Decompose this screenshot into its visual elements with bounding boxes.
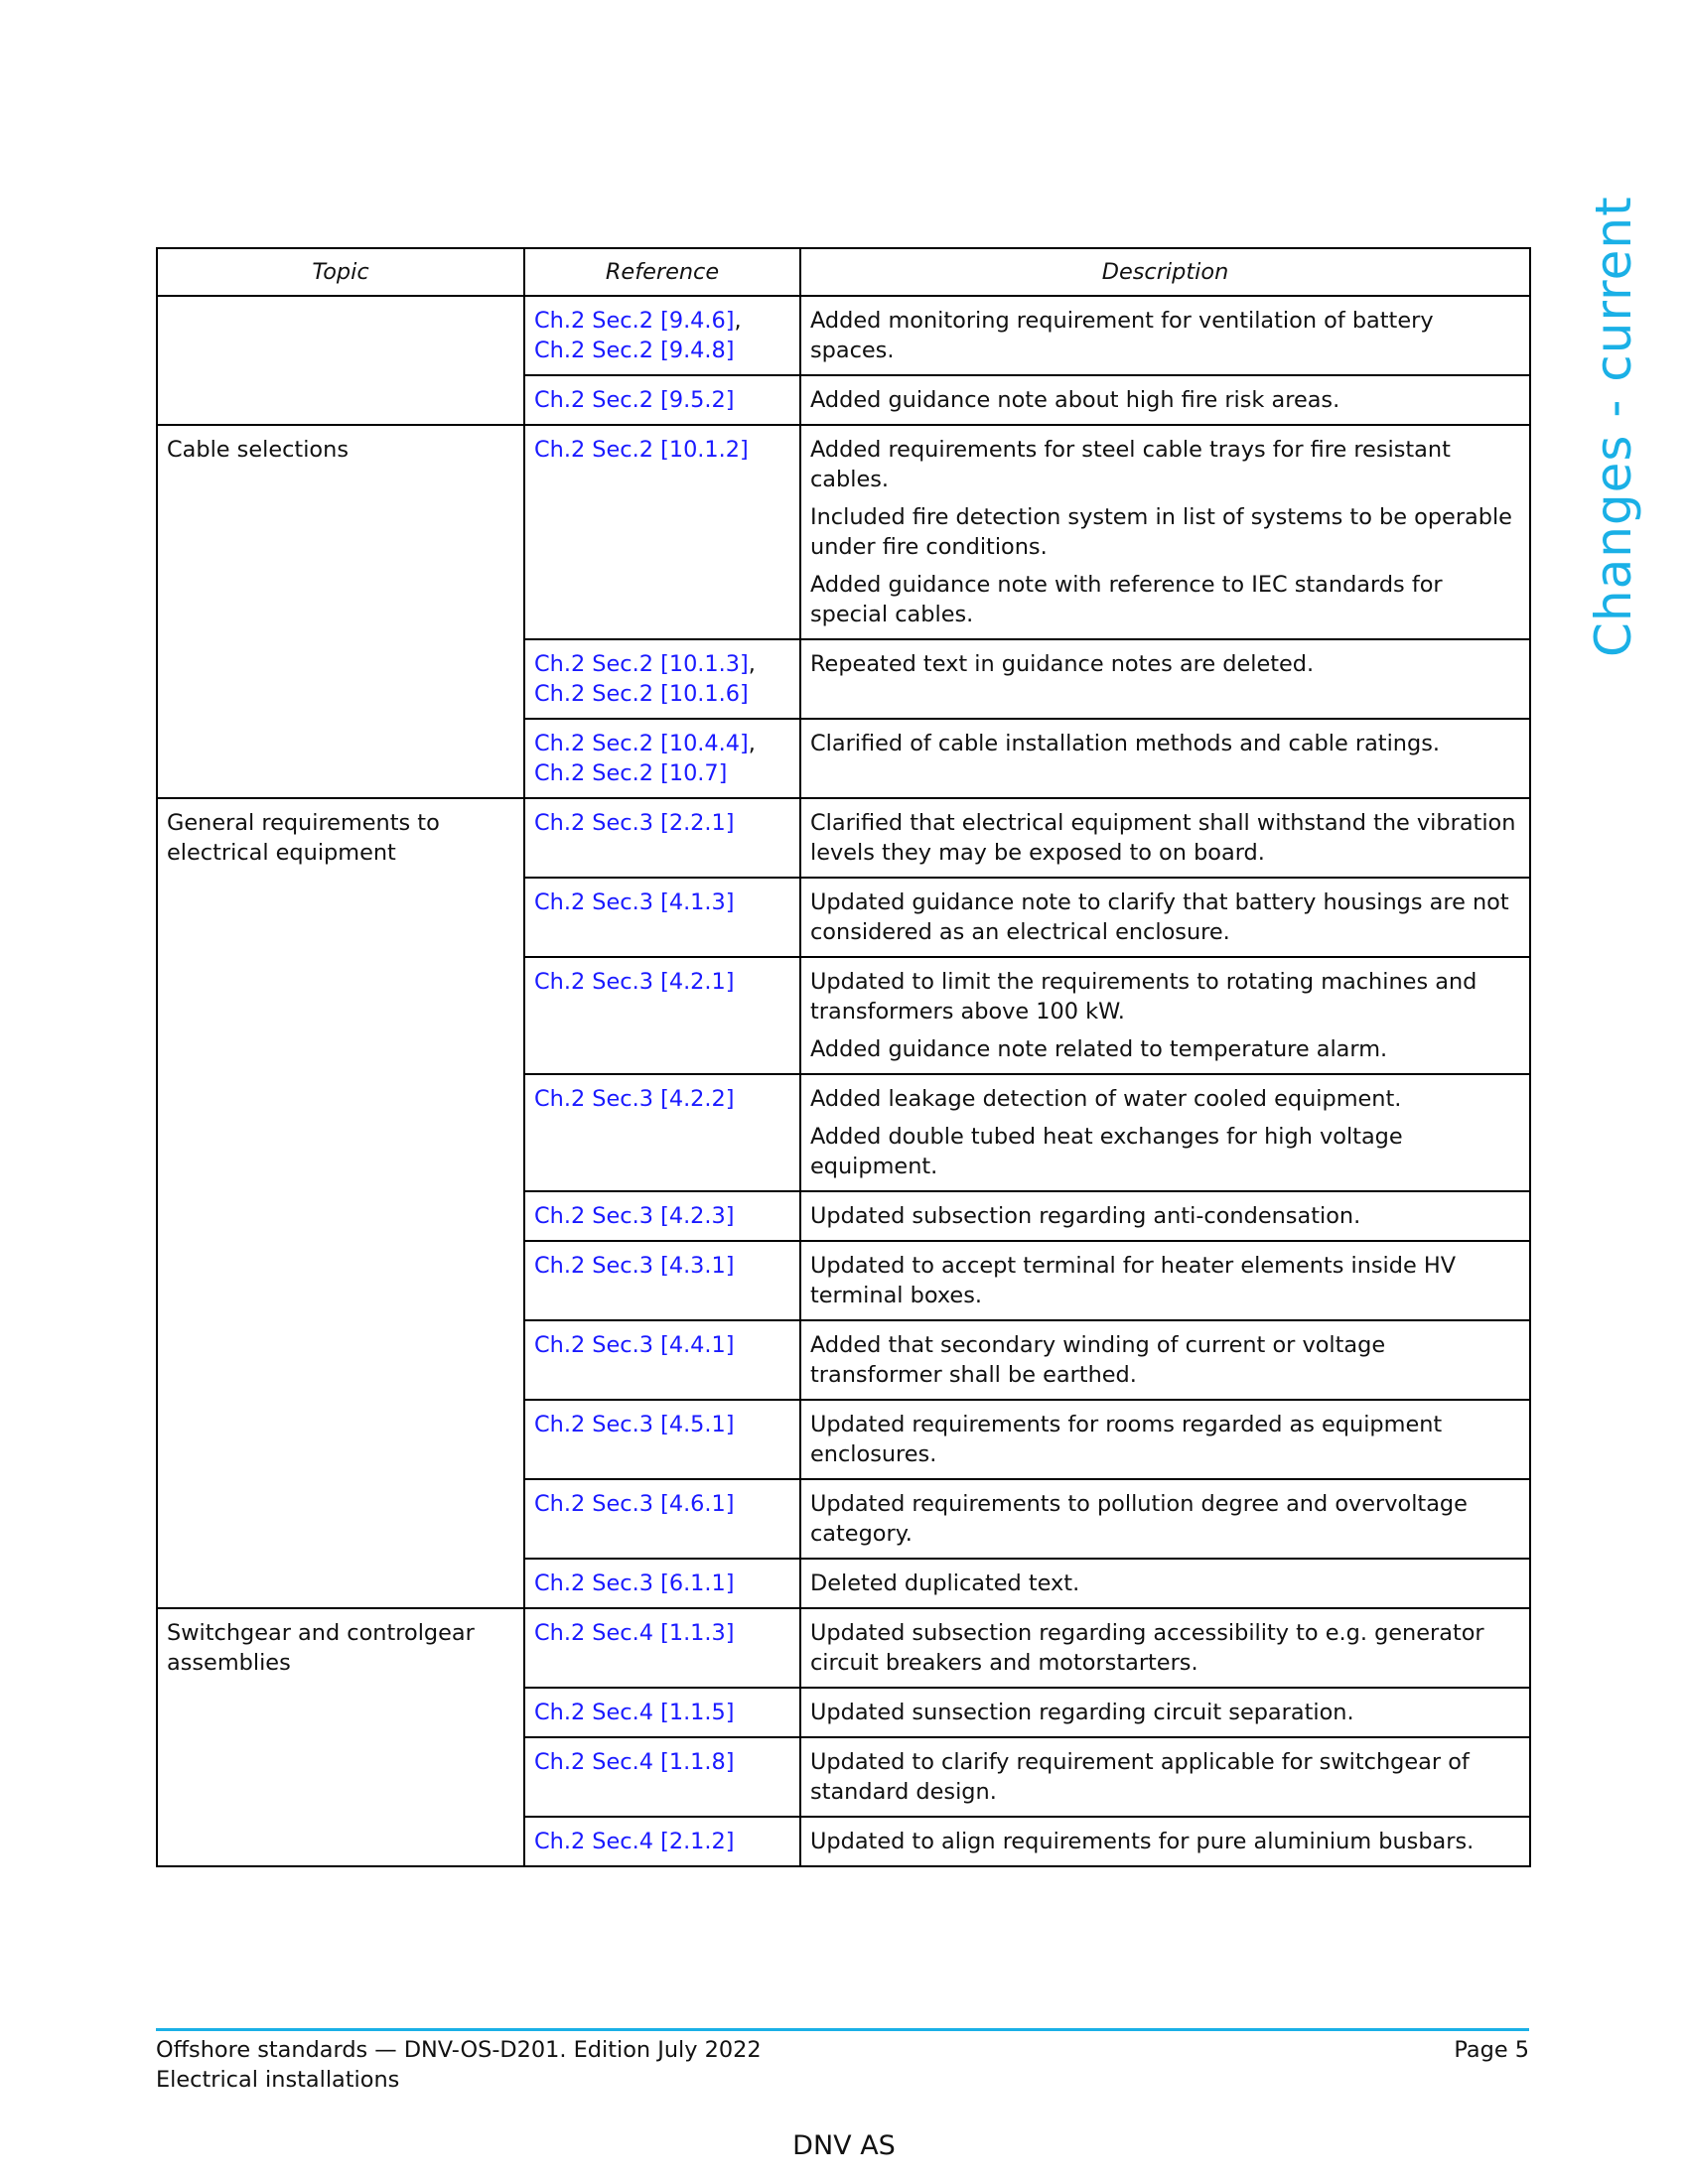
description-cell (800, 296, 1530, 375)
reference-link[interactable]: Ch.2 Sec.4 [1.1.8] (534, 1749, 735, 1775)
description-cell (800, 1817, 1530, 1866)
description-text: Deleted duplicated text. (810, 1570, 1080, 1596)
description-text: Updated guidance note to clarify that battery housings are not considered as an electrical enclosure. (810, 889, 1509, 945)
reference-cell (524, 1559, 800, 1608)
reference-link[interactable]: Ch.2 Sec.3 [2.2.1] (534, 810, 735, 836)
description-text: Added guidance note about high fire risk areas. (810, 387, 1340, 413)
reference-cell (524, 425, 800, 639)
table-header-row (157, 248, 1530, 296)
reference-cell: Ch.2 Sec.2 [10.4.4], Ch.2 Sec.2 [10.7] (524, 719, 800, 798)
reference-link[interactable]: Ch.2 Sec.3 [4.3.1] (534, 1253, 735, 1279)
topic-cell (157, 296, 524, 425)
description-text: Added requirements for steel cable trays for fire resistant cables. (810, 437, 1451, 492)
reference-cell (524, 1688, 800, 1737)
description-text: Clarified that electrical equipment shall withstand the vibration levels they may be exposed to on board. (810, 810, 1516, 866)
reference-link[interactable]: Ch.2 Sec.3 [4.2.1] (534, 969, 735, 995)
description-text: Updated sunsection regarding circuit separation. (810, 1700, 1354, 1725)
reference-link[interactable]: Ch.2 Sec.3 [4.1.3] (534, 889, 735, 915)
reference-cell (524, 1608, 800, 1688)
description-text: Added guidance note with reference to IEC standards for special cables. (810, 572, 1443, 627)
description-cell (800, 957, 1530, 1074)
description-cell (800, 425, 1530, 639)
reference-cell (524, 1479, 800, 1559)
description-text: Updated subsection regarding accessibility to e.g. generator circuit breakers and motorstarters. (810, 1620, 1484, 1676)
reference-cell (524, 878, 800, 957)
reference-cell (524, 1737, 800, 1817)
description-cell (800, 798, 1530, 878)
description-cell (800, 719, 1530, 798)
description-text: Added that secondary winding of current or voltage transformer shall be earthed. (810, 1332, 1386, 1388)
reference-cell (524, 1241, 800, 1320)
description-text: Updated to clarify requirement applicable for switchgear of standard design. (810, 1749, 1470, 1805)
header-description: Description (800, 248, 1530, 296)
reference-link[interactable]: Ch.2 Sec.3 [6.1.1] (534, 1570, 735, 1596)
reference-link[interactable]: Ch.2 Sec.2 [10.4.4] (534, 731, 749, 756)
reference-cell (524, 798, 800, 878)
description-text: Added double tubed heat exchanges for high voltage equipment. (810, 1124, 1403, 1179)
description-cell (800, 1688, 1530, 1737)
topic-cell: Cable selections (157, 425, 524, 798)
description-text: Clarified of cable installation methods and cable ratings. (810, 731, 1440, 756)
description-text: Updated to limit the requirements to rotating machines and transformers above 100 kW. (810, 969, 1477, 1024)
reference-link[interactable]: Ch.2 Sec.4 [1.1.5] (534, 1700, 735, 1725)
description-text: Updated to accept terminal for heater elements inside HV terminal boxes. (810, 1253, 1457, 1308)
description-cell (800, 1479, 1530, 1559)
description-cell (800, 375, 1530, 425)
description-cell (800, 1241, 1530, 1320)
description-cell (800, 1737, 1530, 1817)
table-row (157, 296, 1530, 375)
header-topic: Topic (157, 248, 524, 296)
description-text: Updated subsection regarding anti-condensation. (810, 1203, 1361, 1229)
footer-document-info (156, 2035, 762, 2095)
reference-link[interactable]: Ch.2 Sec.2 [9.4.6] (534, 308, 735, 334)
reference-cell (524, 1191, 800, 1241)
reference-link[interactable]: Ch.2 Sec.2 [10.1.2] (534, 437, 749, 463)
reference-link[interactable]: Ch.2 Sec.2 [10.7] (534, 760, 728, 786)
description-text: Repeated text in guidance notes are deleted. (810, 651, 1315, 677)
description-text: Updated requirements for rooms regarded as equipment enclosures. (810, 1412, 1443, 1467)
changes-table-container (156, 247, 1529, 1867)
reference-cell (524, 375, 800, 425)
reference-link[interactable]: Ch.2 Sec.2 [9.4.8] (534, 338, 735, 363)
reference-cell: Ch.2 Sec.2 [9.4.6], Ch.2 Sec.2 [9.4.8] (524, 296, 800, 375)
footer-page-number: Page 5 (1454, 2037, 1529, 2063)
table-row (157, 425, 1530, 639)
reference-cell (524, 1400, 800, 1479)
description-cell (800, 1074, 1530, 1191)
reference-link[interactable]: Ch.2 Sec.2 [10.1.3] (534, 651, 749, 677)
reference-link[interactable]: Ch.2 Sec.3 [4.4.1] (534, 1332, 735, 1358)
description-cell (800, 1400, 1530, 1479)
description-text: Included fire detection system in list of systems to be operable under fire conditions. (810, 504, 1512, 560)
topic-cell: General requirements to electrical equipment (157, 798, 524, 1608)
description-text: Updated requirements to pollution degree and overvoltage category. (810, 1491, 1468, 1547)
topic-cell: Switchgear and controlgear assemblies (157, 1608, 524, 1866)
description-cell (800, 1559, 1530, 1608)
header-reference: Reference (524, 248, 800, 296)
description-text: Added guidance note related to temperature alarm. (810, 1036, 1388, 1062)
description-text: Added leakage detection of water cooled equipment. (810, 1086, 1402, 1112)
reference-link[interactable]: Ch.2 Sec.4 [2.1.2] (534, 1829, 735, 1854)
table-row (157, 1608, 1530, 1688)
description-text: Updated to align requirements for pure aluminium busbars. (810, 1829, 1475, 1854)
reference-cell: Ch.2 Sec.2 [10.1.3], Ch.2 Sec.2 [10.1.6] (524, 639, 800, 719)
reference-link[interactable]: Ch.2 Sec.3 [4.2.2] (534, 1086, 735, 1112)
side-tab-label: Changes - current (1585, 196, 1642, 657)
reference-link[interactable]: Ch.2 Sec.3 [4.5.1] (534, 1412, 735, 1437)
description-text: Added monitoring requirement for ventilation of battery spaces. (810, 308, 1434, 363)
reference-cell (524, 1074, 800, 1191)
description-cell (800, 1608, 1530, 1688)
footer-document-subtitle: Electrical installations (156, 2067, 400, 2093)
description-cell (800, 1320, 1530, 1400)
reference-cell (524, 957, 800, 1074)
table-row (157, 798, 1530, 878)
reference-link[interactable]: Ch.2 Sec.4 [1.1.3] (534, 1620, 735, 1646)
reference-link[interactable]: Ch.2 Sec.3 [4.2.3] (534, 1203, 735, 1229)
reference-link[interactable]: Ch.2 Sec.2 [10.1.6] (534, 681, 749, 707)
reference-link[interactable]: Ch.2 Sec.2 [9.5.2] (534, 387, 735, 413)
description-cell (800, 639, 1530, 719)
description-cell (800, 878, 1530, 957)
reference-cell (524, 1817, 800, 1866)
reference-cell (524, 1320, 800, 1400)
footer-standard-title: Offshore standards — DNV-OS-D201. Edition July 2022 (156, 2037, 762, 2063)
description-cell (800, 1191, 1530, 1241)
changes-table (156, 247, 1531, 1867)
footer-company-name: DNV AS (792, 2130, 896, 2161)
footer-divider (156, 2028, 1529, 2031)
reference-link[interactable]: Ch.2 Sec.3 [4.6.1] (534, 1491, 735, 1517)
